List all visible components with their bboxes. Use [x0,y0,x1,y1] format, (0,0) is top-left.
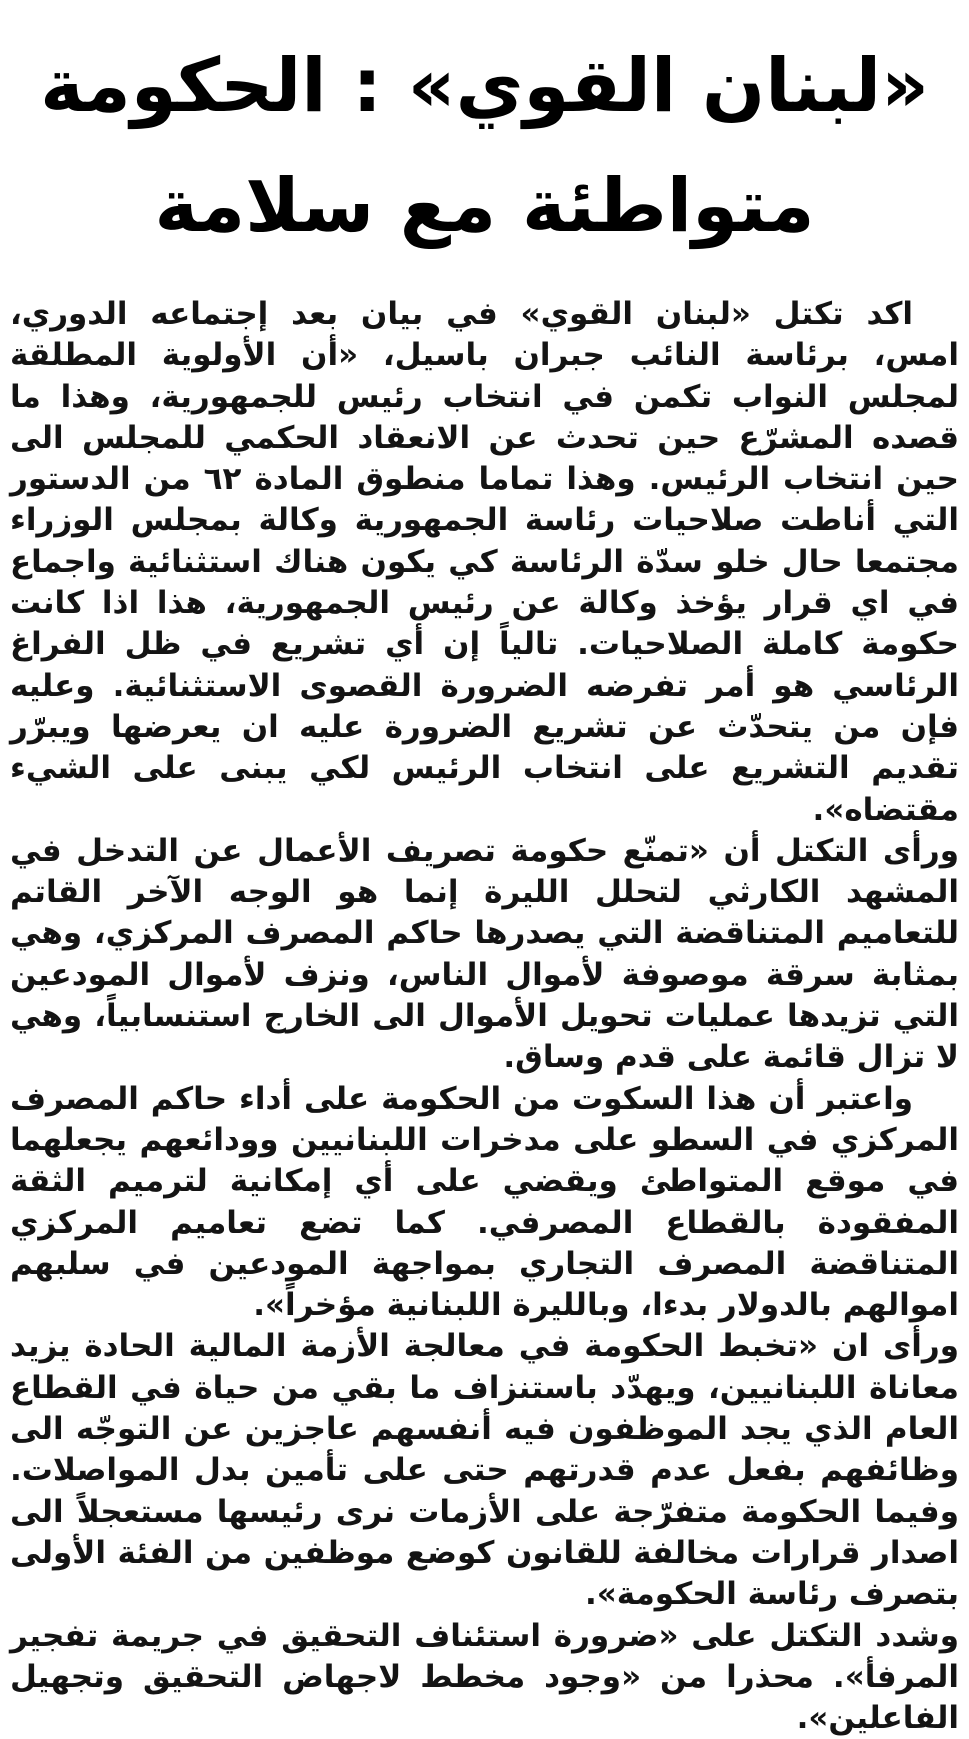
news-article [10,0,959,1526]
article-headline [10,26,959,266]
headline-line-1: «لبنان القوي» : الحكومة [10,26,959,146]
article-paragraph: ورأى التكتل أن «تمنّع حكومة تصريف الأعمال عن التدخل في المشهد الكارثي لتحلل الليرة إنما هو الوجه الآخر القاتم للتعاميم المتناقضة التي يصدرها حاكم المصرف المركزي، وهي بمثابة سرقة موصوفة لأموال الناس، ونزف لأموال المودعين التي تزيدها عمليات تحويل الأموال الى الخارج استنسابياً، وهي لا تزال قائمة على قدم وساق. [10,831,959,1079]
article-paragraph: ورأى ان «تخبط الحكومة في معالجة الأزمة المالية الحادة يزيد معاناة اللبنانيين، ويهدّد باستنزاف ما بقي من حياة في القطاع العام الذي يجد الموظفون فيه أنفسهم عاجزين عن التوجّه الى وظائفهم بفعل عدم قدرتهم حتى على تأمين بدل المواصلات. وفيما الحكومة متفرّجة على الأزمات نرى رئيسها مستعجلاً الى اصدار قرارات مخالفة للقانون كوضع موظفين من الفئة الأولى بتصرف رئاسة الحكومة». [10,1326,959,1615]
article-paragraph: واعتبر أن هذا السكوت من الحكومة على أداء حاكم المصرف المركزي في السطو على مدخرات اللبنانيين وودائعهم يجعلهما في موقع المتواطئ ويقضي على أي إمكانية لترميم الثقة المفقودة بالقطاع المصرفي. كما تضع تعاميم المركزي المتناقضة المصرف التجاري بمواجهة المودعين في سلبهم اموالهم بالدولار بدءا، وبالليرة اللبنانية مؤخراً». [10,1079,959,1327]
article-paragraph: اكد تكتل «لبنان القوي» في بيان بعد إجتماعه الدوري، امس، برئاسة النائب جبران باسيل، «أن الأولوية المطلقة لمجلس النواب تكمن في انتخاب رئيس للجمهورية، وهذا ما قصده المشرّع حين تحدث عن الانعقاد الحكمي للمجلس الى حين انتخاب الرئيس. وهذا تماما منطوق المادة ٦٢ من الدستور التي أناطت صلاحيات رئاسة الجمهورية وكالة بمجلس الوزراء مجتمعا حال خلو سدّة الرئاسة كي يكون هناك استثنائية واجماع في اي قرار يؤخذ وكالة عن رئيس الجمهورية، هذا اذا كانت حكومة كاملة الصلاحيات. تالياً إن أي تشريع في ظل الفراغ الرئاسي هو أمر تفرضه الضرورة القصوى الاستثنائية. وعليه فإن من يتحدّث عن تشريع الضرورة عليه ان يعرضها ويبرّر تقديم التشريع على انتخاب الرئيس لكي يبنى على الشيء مقتضاه». [10,294,959,831]
article-body [10,294,959,1739]
article-paragraph: وشدد التكتل على «ضرورة استئناف التحقيق في جريمة تفجير المرفأ». محذرا من «وجود مخطط لاجهاض التحقيق وتجهيل الفاعلين». [10,1616,959,1739]
headline-line-2: متواطئة مع سلامة [10,146,959,266]
